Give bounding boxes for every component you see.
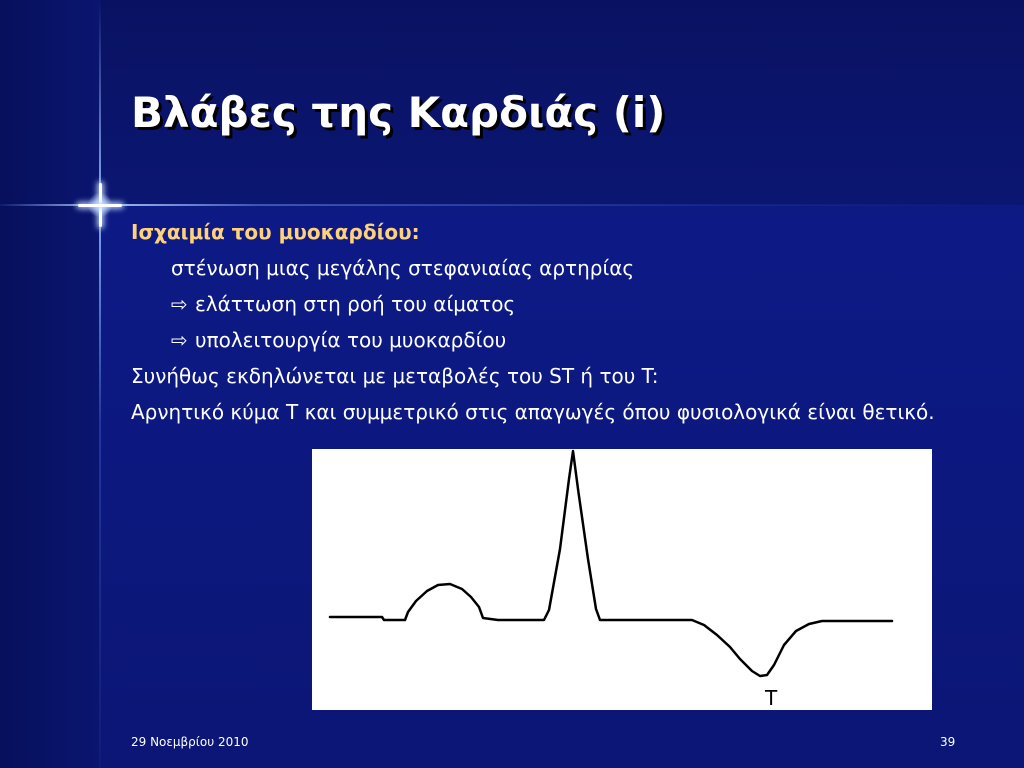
vertical-light-line bbox=[99, 0, 101, 768]
t-wave-label: T bbox=[765, 686, 778, 710]
ecg-waveform bbox=[312, 449, 932, 710]
slide-title: Βλάβες της Καρδιάς (i) bbox=[131, 88, 666, 137]
paragraph-2: Αρνητικό κύμα T και συμμετρικό στις απαγωγές όπου φυσιολογικά είναι θετικό. bbox=[131, 400, 935, 424]
page-number: 39 bbox=[940, 735, 956, 749]
horizontal-light-line bbox=[0, 204, 1024, 206]
arrow-right-icon: ⇨ bbox=[171, 328, 188, 352]
footer-date: 29 Νοεμβρίου 2010 bbox=[131, 735, 249, 749]
ecg-trace bbox=[330, 451, 892, 676]
body-line-3 bbox=[131, 322, 951, 358]
body-line-3-text: υπολειτουργία του μυοκαρδίου bbox=[195, 328, 507, 352]
body-line-2 bbox=[131, 286, 951, 322]
body-line-1-text: στένωση μιας μεγάλης στεφανιαίας αρτηρίας bbox=[171, 256, 635, 280]
section-heading: Ισχαιμία του μυοκαρδίου: bbox=[131, 220, 420, 244]
arrow-right-icon: ⇨ bbox=[171, 292, 188, 316]
body-line-1 bbox=[131, 250, 951, 286]
ecg-figure bbox=[312, 449, 932, 710]
paragraph-1: Συνήθως εκδηλώνεται με μεταβολές του ST ή του T: bbox=[131, 364, 659, 388]
slide-body bbox=[131, 214, 951, 427]
left-band bbox=[0, 0, 100, 768]
body-line-2-text: ελάττωση στη ροή του αίματος bbox=[195, 292, 516, 316]
